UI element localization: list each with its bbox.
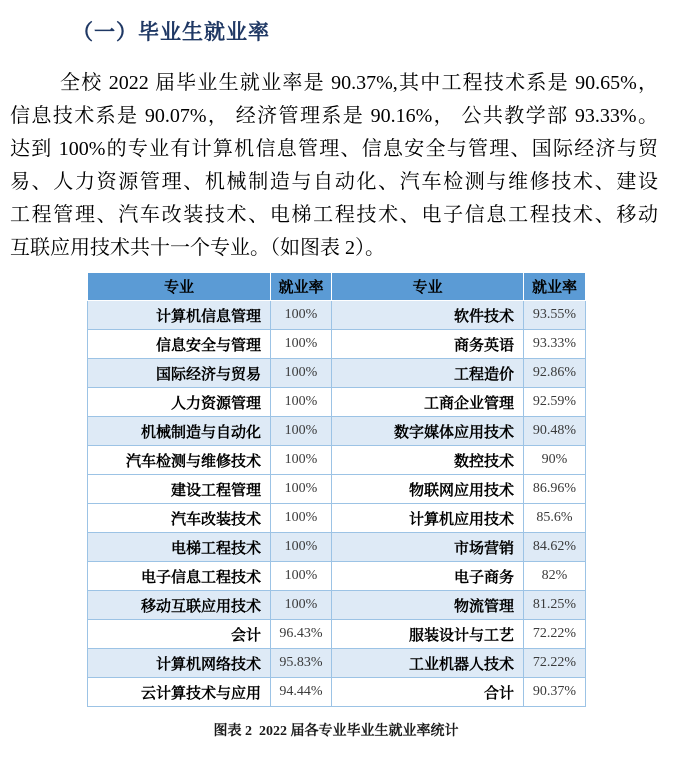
table-row: [88, 388, 586, 417]
right-rate-cell: 93.33%: [524, 330, 586, 359]
employment-rate-table: [87, 272, 586, 707]
left-rate-cell: 100%: [271, 562, 332, 591]
table-row: [88, 475, 586, 504]
table-row: [88, 446, 586, 475]
section-heading: （一）毕业生就业率: [72, 21, 270, 44]
paragraph-line: 信息技术系是 90.07%， 经济管理系是 90.16%， 公共教学部 93.33%。: [10, 105, 658, 127]
left-rate-cell: 100%: [271, 301, 332, 330]
right-rate-cell: 86.96%: [524, 475, 586, 504]
right-rate-cell: 90.37%: [524, 678, 586, 707]
table-caption: 图表 2 2022 届各专业毕业生就业率统计: [213, 724, 459, 739]
left-major-cell: 计算机网络技术: [88, 649, 271, 678]
table-row: [88, 533, 586, 562]
left-major-cell: 机械制造与自动化: [88, 417, 271, 446]
left-major-cell: 汽车检测与维修技术: [88, 446, 271, 475]
right-major-cell: 市场营销: [332, 533, 524, 562]
table-row: [88, 591, 586, 620]
paragraph-line: 全校 2022 届毕业生就业率是 90.37%,其中工程技术系是 90.65%，: [60, 72, 658, 94]
right-rate-cell: 72.22%: [524, 649, 586, 678]
right-major-cell: 软件技术: [332, 301, 524, 330]
right-major-cell: 工程造价: [332, 359, 524, 388]
right-major-cell: 数字媒体应用技术: [332, 417, 524, 446]
right-rate-cell: 84.62%: [524, 533, 586, 562]
left-rate-cell: 100%: [271, 475, 332, 504]
left-major-cell: 电梯工程技术: [88, 533, 271, 562]
right-major-cell: 物联网应用技术: [332, 475, 524, 504]
table-row: [88, 330, 586, 359]
left-rate-cell: 100%: [271, 388, 332, 417]
left-rate-cell: 95.83%: [271, 649, 332, 678]
table-row: [88, 620, 586, 649]
right-rate-cell: 82%: [524, 562, 586, 591]
right-major-cell: 物流管理: [332, 591, 524, 620]
table-header: [88, 273, 586, 301]
left-rate-cell: 96.43%: [271, 620, 332, 649]
right-major-cell: 合计: [332, 678, 524, 707]
paragraph-line: 互联应用技术共十一个专业。（如图表 2）。: [10, 237, 385, 259]
right-major-cell: 电子商务: [332, 562, 524, 591]
table-row: [88, 562, 586, 591]
table-header-row: [88, 273, 586, 301]
left-rate-cell: 100%: [271, 533, 332, 562]
col-header-rate-left: 就业率: [271, 273, 332, 301]
right-rate-cell: 90.48%: [524, 417, 586, 446]
table-row: [88, 678, 586, 707]
left-major-cell: 电子信息工程技术: [88, 562, 271, 591]
table-body: [88, 301, 586, 707]
right-rate-cell: 72.22%: [524, 620, 586, 649]
right-rate-cell: 85.6%: [524, 504, 586, 533]
col-header-major-right: 专业: [332, 273, 524, 301]
left-rate-cell: 100%: [271, 417, 332, 446]
left-rate-cell: 94.44%: [271, 678, 332, 707]
paragraph-line: 工程管理、汽车改装技术、电梯工程技术、电子信息工程技术、移动: [10, 204, 658, 226]
right-major-cell: 商务英语: [332, 330, 524, 359]
left-rate-cell: 100%: [271, 359, 332, 388]
table-row: [88, 359, 586, 388]
body-paragraph: [10, 67, 658, 265]
right-major-cell: 工商企业管理: [332, 388, 524, 417]
paragraph-line: 易、人力资源管理、机械制造与自动化、汽车检测与维修技术、建设: [10, 171, 658, 193]
left-major-cell: 汽车改装技术: [88, 504, 271, 533]
table-row: [88, 417, 586, 446]
left-rate-cell: 100%: [271, 504, 332, 533]
table-row: [88, 649, 586, 678]
left-rate-cell: 100%: [271, 591, 332, 620]
left-major-cell: 建设工程管理: [88, 475, 271, 504]
left-rate-cell: 100%: [271, 446, 332, 475]
right-major-cell: 服装设计与工艺: [332, 620, 524, 649]
table-row: [88, 504, 586, 533]
right-major-cell: 工业机器人技术: [332, 649, 524, 678]
left-major-cell: 移动互联应用技术: [88, 591, 271, 620]
paragraph-line: 达到 100%的专业有计算机信息管理、信息安全与管理、国际经济与贸: [10, 138, 658, 160]
col-header-major-left: 专业: [88, 273, 271, 301]
left-major-cell: 计算机信息管理: [88, 301, 271, 330]
right-rate-cell: 92.86%: [524, 359, 586, 388]
right-rate-cell: 90%: [524, 446, 586, 475]
right-rate-cell: 81.25%: [524, 591, 586, 620]
col-header-rate-right: 就业率: [524, 273, 586, 301]
left-major-cell: 会计: [88, 620, 271, 649]
left-major-cell: 云计算技术与应用: [88, 678, 271, 707]
right-major-cell: 数控技术: [332, 446, 524, 475]
document-page: [0, 16, 678, 767]
right-rate-cell: 93.55%: [524, 301, 586, 330]
right-rate-cell: 92.59%: [524, 388, 586, 417]
table-row: [88, 301, 586, 330]
right-major-cell: 计算机应用技术: [332, 504, 524, 533]
left-major-cell: 人力资源管理: [88, 388, 271, 417]
left-major-cell: 信息安全与管理: [88, 330, 271, 359]
left-major-cell: 国际经济与贸易: [88, 359, 271, 388]
left-rate-cell: 100%: [271, 330, 332, 359]
